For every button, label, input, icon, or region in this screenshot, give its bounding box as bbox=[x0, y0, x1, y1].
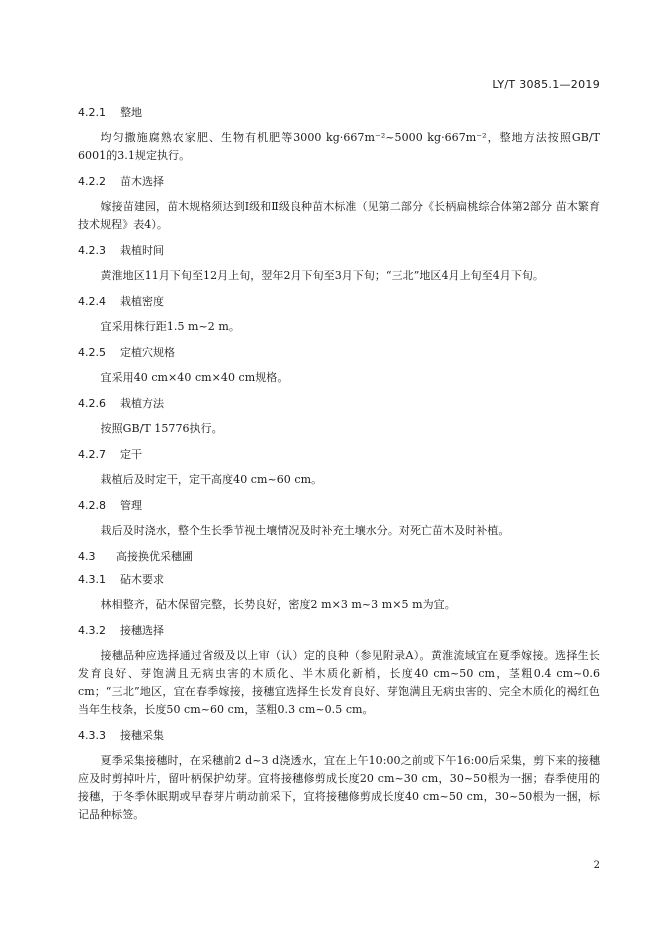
section-title: 定植穴规格 bbox=[120, 346, 175, 359]
section-number: 4.2.1 bbox=[78, 106, 106, 119]
section-title: 接穗采集 bbox=[120, 729, 164, 742]
section-4-2-8 bbox=[78, 499, 600, 540]
section-heading bbox=[78, 244, 600, 258]
section-number: 4.3.3 bbox=[78, 729, 106, 742]
document-body bbox=[78, 106, 600, 834]
section-number: 4.2.8 bbox=[78, 499, 106, 512]
section-heading bbox=[78, 624, 600, 638]
section-4-2-6 bbox=[78, 397, 600, 438]
section-title: 整地 bbox=[120, 106, 142, 119]
section-paragraph: 宜采用40 cm×40 cm×40 cm规格。 bbox=[100, 371, 289, 384]
section-heading bbox=[78, 448, 600, 462]
section-4-2-5 bbox=[78, 346, 600, 387]
section-number: 4.2.3 bbox=[78, 244, 106, 257]
section-heading bbox=[78, 106, 600, 120]
section-title: 栽植密度 bbox=[120, 295, 164, 308]
section-paragraph: 黄淮地区11月下旬至12月上旬，翌年2月下旬至3月下旬；“三北”地区4月上旬至4月下旬。 bbox=[100, 269, 544, 282]
section-heading bbox=[78, 729, 600, 743]
section-number: 4.2.6 bbox=[78, 397, 106, 410]
section-paragraph: 接穗品种应选择通过省级及以上审（认）定的良种（参见附录A）。黄淮流域宜在夏季嫁接。选择生长发育良好、芽饱满且无病虫害的木质化、半木质化新梢，长度40 cm~50 cm，茎粗0.4 cm~0.6 cm；“三北”地区，宜在春季嫁接，接穗宜选择生长发育良好、芽饱满且无病虫害的、完全木质化的褐红色当年生枝条，长度50 cm~60 cm，茎粗0.3 cm~0.5 cm。 bbox=[78, 649, 600, 716]
section-paragraph: 宜采用株行距1.5 m~2 m。 bbox=[100, 320, 240, 333]
section-title: 定干 bbox=[120, 448, 142, 461]
section-heading bbox=[78, 573, 600, 587]
section-heading bbox=[78, 346, 600, 360]
section-paragraph: 栽后及时浇水，整个生长季节视土壤情况及时补充土壤水分。对死亡苗木及时补植。 bbox=[100, 524, 510, 537]
section-paragraph: 林相整齐，砧木保留完整，长势良好，密度2 m×3 m~3 m×5 m为宜。 bbox=[100, 598, 456, 611]
section-title: 管理 bbox=[120, 499, 142, 512]
section-number: 4.2.7 bbox=[78, 448, 106, 461]
section-paragraph: 均匀撒施腐熟农家肥、生物有机肥等3000 kg·667m⁻²~5000 kg·667m⁻²，整地方法按照GB/T 6001的3.1规定执行。 bbox=[78, 131, 600, 162]
section-number: 4.2.2 bbox=[78, 175, 106, 188]
section-heading bbox=[78, 397, 600, 411]
section-paragraph: 夏季采集接穗时，在采穗前2 d~3 d浇透水，宜在上午10:00之前或下午16:00后采集，剪下来的接穗应及时剪掉叶片，留叶柄保护幼芽。宜将接穗修剪成长度20 cm~30 cm，30~50根为一捆；春季使用的接穗，于冬季休眠期或早春芽片萌动前采下，宜将接穗修剪成长度40 cm~50 cm，30~50根为一捆，标记品种标签。 bbox=[78, 754, 600, 821]
section-number: 4.2.4 bbox=[78, 295, 106, 308]
section-title: 接穗选择 bbox=[120, 624, 164, 637]
standard-code: LY/T 3085.1—2019 bbox=[492, 78, 600, 91]
section-paragraph: 栽植后及时定干，定干高度40 cm~60 cm。 bbox=[100, 473, 323, 486]
section-4-3-2 bbox=[78, 624, 600, 719]
section-4-2-4 bbox=[78, 295, 600, 336]
section-4-2-2 bbox=[78, 175, 600, 234]
section-title: 栽植方法 bbox=[120, 397, 164, 410]
section-4-2-3 bbox=[78, 244, 600, 285]
section-number: 4.3 bbox=[78, 550, 96, 563]
section-4-3 bbox=[78, 550, 600, 564]
section-4-3-1 bbox=[78, 573, 600, 614]
section-title: 高接换优采穗圃 bbox=[116, 550, 193, 563]
section-4-2-7 bbox=[78, 448, 600, 489]
section-heading bbox=[78, 499, 600, 513]
section-heading bbox=[78, 175, 600, 189]
section-title: 砧木要求 bbox=[120, 573, 164, 586]
section-heading bbox=[78, 550, 600, 564]
section-title: 栽植时间 bbox=[120, 244, 164, 257]
section-number: 4.3.2 bbox=[78, 624, 106, 637]
page-number: 2 bbox=[593, 860, 600, 871]
section-heading bbox=[78, 295, 600, 309]
section-paragraph: 按照GB/T 15776执行。 bbox=[100, 422, 223, 435]
section-title: 苗木选择 bbox=[120, 175, 164, 188]
section-4-3-3 bbox=[78, 729, 600, 824]
section-4-2-1 bbox=[78, 106, 600, 165]
section-number: 4.2.5 bbox=[78, 346, 106, 359]
section-number: 4.3.1 bbox=[78, 573, 106, 586]
section-paragraph: 嫁接苗建园，苗木规格须达到Ⅰ级和Ⅱ级良种苗木标准（见第二部分《长柄扁桃综合体第2部分 苗木繁育技术规程》表4）。 bbox=[78, 200, 600, 231]
